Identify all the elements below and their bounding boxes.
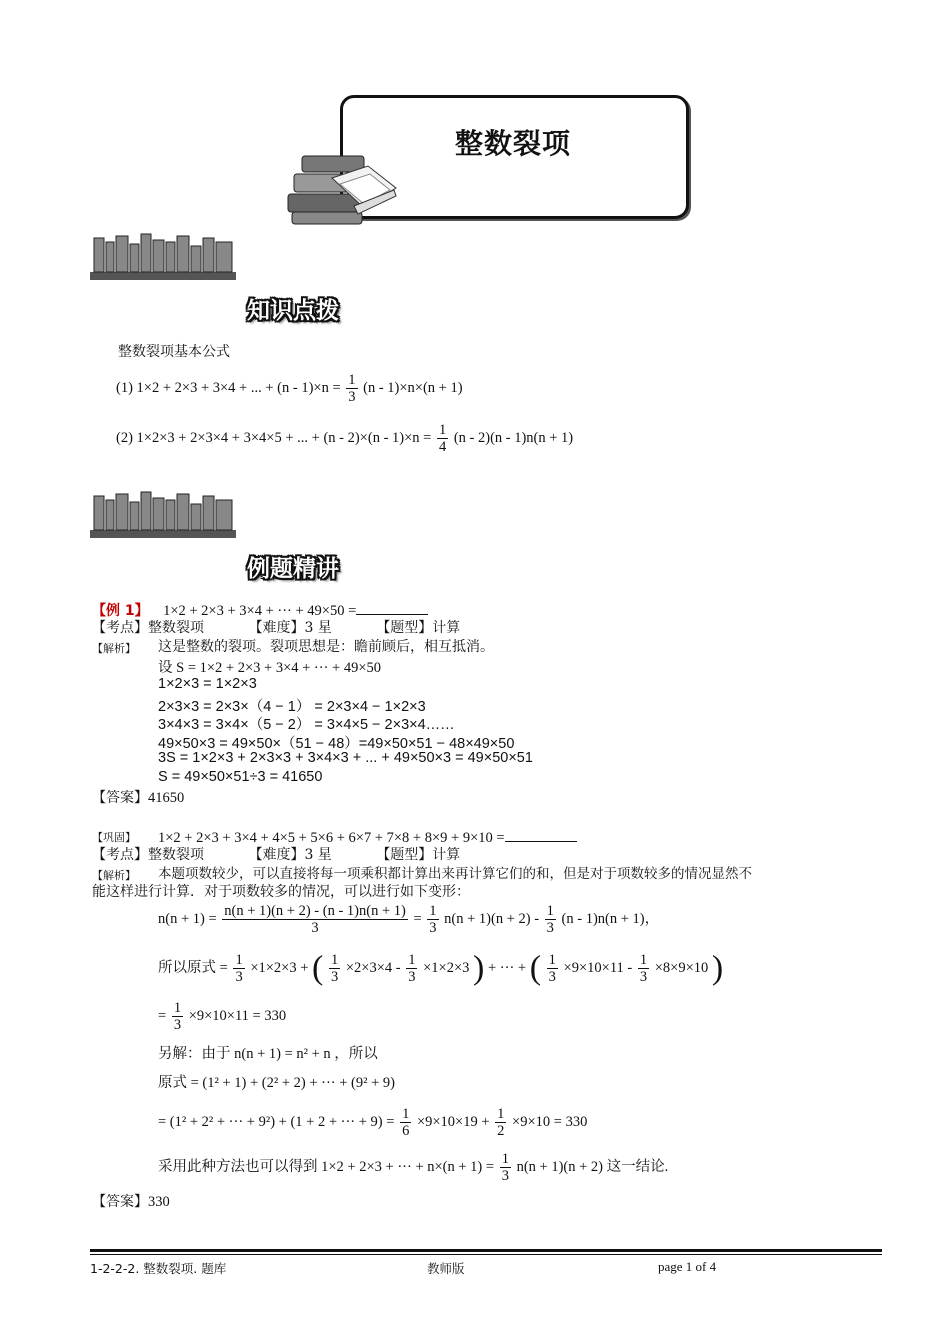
equation-part: n(n + 1) = [158,910,217,927]
nandu-tag: 【难度】 [248,847,305,863]
fraction-denominator: 4 [438,439,447,455]
books-illustration-icon [284,148,404,230]
section-title-knowledge: 知识点拨 [247,298,339,324]
equation-part: ×9×10×11 - [563,959,633,976]
solution-line: 2×3×3 = 2×3×（4 − 1） = 2×3×4 − 1×2×3 [158,699,426,715]
fraction-denominator: 3 [235,969,243,985]
formula-1-rhs: (n - 1)×n×(n + 1) [363,379,463,396]
fraction [638,952,649,985]
fraction [437,422,448,455]
kaodian-tag: 【考点】 [92,620,148,636]
formula-1 [116,372,463,405]
solution-line: 49×50×3 = 49×50×（51 − 48）=49×50×51 − 48×49×50 [158,736,515,752]
fraction-numerator: 1 [548,952,556,968]
fraction-denominator: 3 [429,920,437,936]
footer-rule [90,1254,882,1255]
equation-1: n(n + 1) = $\frac{n(n + 1)(n + 2) - (n - 1)n(n + 1)}{3}$ = $\frac{1}{3}$ n(n + 1)(n + 2) - $\frac{1}{3}$ (n - 1)n(n + 1)， [158,903,660,936]
fraction [500,1151,511,1184]
equation-2: 所以原式 = $\frac{1}{3}$ ×1×2×3 + ( $\frac{1}{3}$ ×2×3×4 - $\frac{1}{3}$ ×1×2×3 ) + ··· + ( $\frac{1}{3}$ ×9×10×11 - $\frac{1}{3}$ ×8×9×10 ) [158,949,724,987]
formula-2-rhs: (n - 2)(n - 1)n(n + 1) [453,429,574,446]
answer-blank [505,827,577,842]
fraction [427,903,438,936]
equation-part: + ··· + [487,959,527,976]
footer-rule [90,1249,882,1252]
formula-intro: 整数裂项基本公式 [118,344,230,360]
formula-1-label: (1) [116,379,133,396]
bookshelf-banner-icon [90,232,238,284]
equation-part: ×9×10×11 = 330 [188,1007,287,1024]
equation-part: 所以原式 = [158,959,228,976]
fraction-denominator: 3 [639,969,648,985]
solution-line: 1×2×3 = 1×2×3 [158,676,257,692]
equation-5 [158,1106,587,1139]
nandu-value: 3 星 [304,620,332,636]
fraction [547,952,558,985]
solution-line: 能这样进行计算．对于项数较多的情况，可以进行如下变形： [92,884,470,900]
fraction [400,1106,411,1139]
fraction-numerator: 1 [173,1000,182,1016]
example-1-meta-row [92,619,460,637]
tixing-tag: 【题型】 [376,620,433,636]
fraction-denominator: 3 [546,920,554,936]
answer-tag: 【答案】 [92,790,148,806]
fraction-denominator: 3 [330,969,339,985]
equation-3 [158,1000,286,1033]
jiexi-tag: 【解析】 [92,869,136,882]
equation-part: (n - 1)n(n + 1)， [561,910,660,927]
fraction-numerator: 1 [546,903,554,919]
solution-line: 设 S = 1×2 + 2×3 + 3×4 + ··· + 49×50 [158,660,382,676]
example-1-question: 1×2 + 2×3 + 3×4 + ··· + 49×50 = [163,603,357,619]
fraction-numerator: 1 [429,903,437,919]
nandu-tag: 【难度】 [248,620,305,636]
equation-part: = (1² + 2² + ··· + 9²) + (1 + 2 + ··· + 9) = [158,1113,395,1130]
example-tag: 【巩固】 [92,831,136,844]
example-2-answer-row [92,1193,170,1211]
footer-center: 教师版 [427,1261,465,1276]
footer-left: 1-2-2-2. 整数裂项. 题库 [90,1261,227,1276]
fraction-numerator: 1 [235,952,243,968]
answer-tag: 【答案】 [92,1194,148,1210]
example-tag: 【例 1】 [92,603,149,619]
footer-page-number: page 1 of 4 [658,1259,717,1274]
fraction-denominator: 3 [501,1168,509,1184]
answer-value: 330 [148,1194,170,1210]
solution-line: 3×4×3 = 3×4×（5 − 2） = 3×4×5 − 2×3×4…… [158,717,455,733]
conclusion-part: 采用此种方法也可以得到 1×2 + 2×3 + ··· + n×(n + 1) = [158,1158,495,1175]
formula-1-lhs: 1×2 + 2×3 + 3×4 + ... + (n - 1)×n = [136,379,341,396]
fraction-numerator: n(n + 1)(n + 2) - (n - 1)n(n + 1) [224,903,406,919]
equation-part: ×1×2×3 [423,959,470,976]
fraction [172,1000,183,1033]
equation-part: ×9×10 = 330 [512,1113,588,1130]
fraction-denominator: 3 [348,389,356,405]
formula-2-label: (2) [116,429,133,446]
equation-part: ×1×2×3 + [250,959,309,976]
solution-line: S = 49×50×51÷3 = 41650 [158,769,323,785]
equation-part: ×8×9×10 [654,959,709,976]
solution-line: 本题项数较少，可以直接将每一项乘积都计算出来再计算它们的和，但是对于项数较多的情况显然不 [158,866,752,882]
fraction-numerator: 1 [348,372,356,388]
tixing-value: 计算 [432,620,461,636]
fraction-denominator: 3 [311,920,319,936]
fraction [406,952,417,985]
conclusion-part: n(n + 1)(n + 2) 这一结论. [516,1158,669,1175]
fraction [222,903,408,936]
fraction-numerator: 1 [402,1106,410,1122]
kaodian-tag: 【考点】 [92,847,148,863]
fraction-numerator: 1 [497,1106,505,1122]
fraction [346,372,357,405]
solution-line: 3S = 1×2×3 + 2×3×3 + 3×4×3 + ... + 49×50×3 = 49×50×51 [158,750,533,766]
fraction-numerator: 1 [639,952,648,968]
answer-blank [356,600,428,615]
solution-line: 这是整数的裂项。裂项思想是：瞻前顾后，相互抵消。 [158,639,494,655]
fraction [545,903,556,936]
fraction-numerator: 1 [330,952,339,968]
equation-part: = [158,1007,167,1024]
fraction [329,952,340,985]
equation-4: 原式 = (1² + 1) + (2² + 2) + ··· + (9² + 9) [158,1075,395,1091]
equation-part: ×2×3×4 - [345,959,401,976]
example-1-answer-row [92,789,184,807]
kaodian-value: 整数裂项 [148,620,204,636]
fraction [495,1106,506,1139]
formula-2 [116,422,573,455]
jiexi-tag: 【解析】 [92,642,136,655]
fraction-numerator: 1 [408,952,416,968]
fraction-denominator: 3 [408,969,416,985]
tixing-tag: 【题型】 [376,847,433,863]
example-2-question [158,827,577,847]
example-1-question-row [92,600,428,620]
fraction-denominator: 6 [402,1123,410,1139]
fraction-numerator: 1 [501,1151,509,1167]
alternative-solution: 另解：由于 n(n + 1) = n² + n ，所以 [158,1046,378,1062]
bookshelf-banner-icon [90,490,238,542]
fraction-denominator: 3 [548,969,556,985]
fraction-denominator: 3 [173,1017,182,1033]
fraction [233,952,244,985]
fraction-numerator: 1 [438,422,447,438]
page-title: 整数裂项 [455,127,572,160]
conclusion [158,1151,668,1184]
tixing-value: 计算 [432,847,461,863]
answer-value: 41650 [148,790,185,806]
equation-part: n(n + 1)(n + 2) - [444,910,540,927]
equation-part: ×9×10×19 + [416,1113,490,1130]
kaodian-value: 整数裂项 [148,847,204,863]
section-title-examples: 例题精讲 [247,556,339,582]
example-2-question-text: 1×2 + 2×3 + 3×4 + 4×5 + 5×6 + 6×7 + 7×8 + 8×9 + 9×10 = [158,830,505,846]
nandu-value: 3 星 [304,847,332,863]
fraction-denominator: 2 [497,1123,505,1139]
formula-2-lhs: 1×2×3 + 2×3×4 + 3×4×5 + ... + (n - 2)×(n - 1)×n = [136,429,432,446]
example-2-meta-row [92,846,460,864]
